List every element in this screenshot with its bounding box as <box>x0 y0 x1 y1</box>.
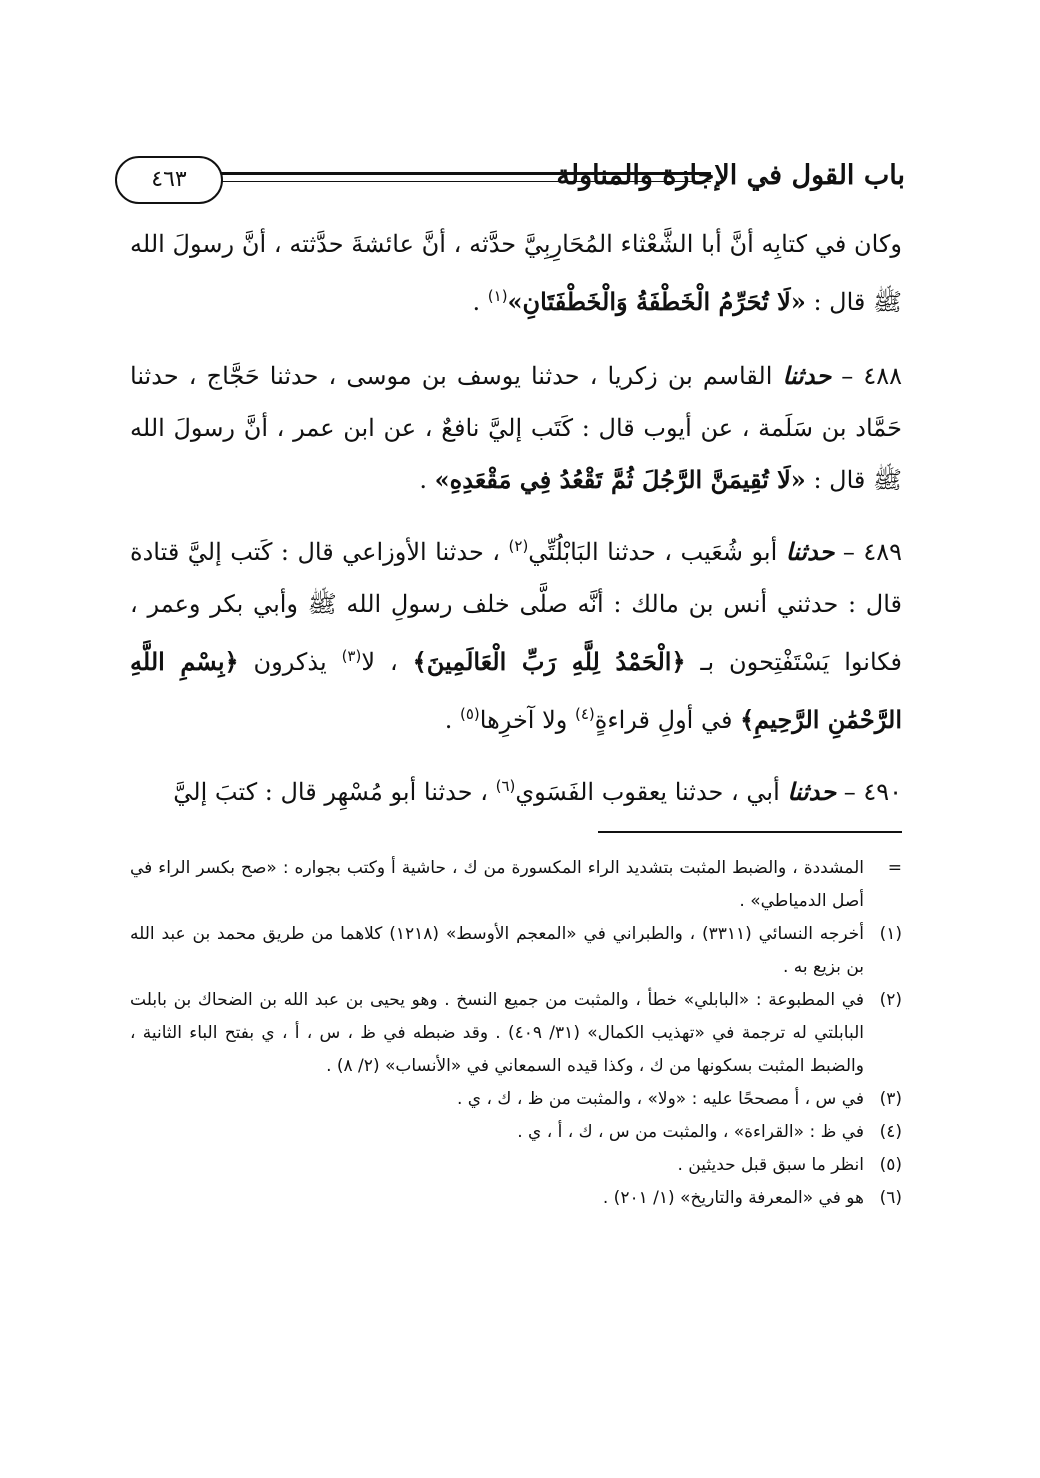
footnote <box>130 1149 902 1182</box>
paragraph-text: . <box>419 466 435 494</box>
header-rule-thin <box>221 181 711 182</box>
paragraph-text: ولا آخرِها <box>479 706 575 734</box>
footnote-ref[interactable]: (١) <box>487 287 508 305</box>
paragraph-text: القاسم بن زكريا ، حدثنا يوسف بن موسى ، حدثنا حَجَّاج ، حدثنا حَمَّاد بن سَلَمة ، عن أيوب قال : كَتَب إليَّ نافعٌ ، عن ابن عمر ، أنَّ رسولَ الله ﷺ قال : <box>130 362 902 494</box>
footnote-text: المشددة ، والضبط المثبت بتشديد الراء المكسورة من ك ، حاشية أ وكتب بجواره : «صح بكسر الراء في أصل الدمياطي» . <box>130 858 864 911</box>
paragraph-text: وكان في كتابِه أنَّ أبا الشَّعْثاء المُحَارِبِيَّ حدَّثه ، أنَّ عائشةَ حدَّثته ، أنَّ رسولَ الله ﷺ قال : <box>130 230 902 316</box>
hadith-number: ٤٨٩ <box>863 538 902 566</box>
footnote-mark: (٥) <box>879 1155 902 1175</box>
footnotes <box>130 852 902 1215</box>
footnote-ref[interactable]: (٤) <box>575 705 595 723</box>
hadith-quote: «لَا تُقِيمَنَّ الرَّجُلَ ثُمَّ تَقْعُدُ فِي مَقْعَدِهِ» <box>434 465 806 494</box>
paragraph-text: . <box>472 288 488 316</box>
footnote-text: أخرجه النسائي (٣٣١١) ، والطبراني في «المعجم الأوسط» (١٢١٨) كلاهما من طريق محمد بن عبد الله بن بزيع به . <box>130 924 864 977</box>
hadith-490: ٤٩٠ – حدثنا أبي ، حدثنا يعقوب الفَسَوي$^{(٦)}$ ، حدثنا أبو مُسْهِر قال : كتبَ إليَّ <box>173 777 902 806</box>
page-header <box>115 150 905 210</box>
running-title: باب القول في الإجازة والمناولة <box>556 160 905 191</box>
haddatha-word: حدثنا <box>787 777 837 806</box>
main-text <box>130 218 902 832</box>
haddatha-word: حدثنا <box>785 537 835 566</box>
footnote-mark: (١) <box>879 924 902 944</box>
footnote <box>130 984 902 1083</box>
footnote-ref[interactable]: (٣) <box>341 647 362 665</box>
footnote <box>130 1083 902 1116</box>
footnote-mark: = <box>887 858 902 878</box>
footnote-separator <box>598 831 902 833</box>
footnote-ref[interactable]: (٦) <box>495 777 516 795</box>
paragraph-text: أبو شُعَيب ، حدثنا البَابْلُتِّي <box>528 538 778 566</box>
footnote-mark: (٦) <box>879 1188 902 1208</box>
quran-verse: ﴿الْحَمْدُ لِلَّهِ رَبِّ الْعَالَمِينَ﴾ <box>412 647 686 676</box>
paragraph-text: ، حدثنا الأوزاعي قال : كَتب إليَّ قتادة قال : حدثني أنس بن مالك : أنَّه صلَّى خلف رسولِ الله ﷺ وأبي بكر وعمر ، فكانوا يَسْتَفْتِحون بـ <box>130 538 902 676</box>
hadith-488: ٤٨٨ – حدثنا القاسم بن زكريا ، حدثنا يوسف بن موسى ، حدثنا حَجَّاج ، حدثنا حَمَّاد بن سَلَمة ، عن أيوب قال : كَتَب إليَّ نافعٌ ، عن ابن عمر ، أنَّ رسولَ الله ﷺ قال : «لَا تُقِيمَنَّ الرَّجُلَ ثُمَّ تَقْعُدُ فِي مَقْعَدِهِ» . <box>130 361 903 494</box>
hadith-number: ٤٩٠ <box>863 778 902 806</box>
paragraph-text: يذكرون <box>238 648 342 676</box>
paragraph-text: أبي ، حدثنا يعقوب الفَسَوي <box>515 778 780 806</box>
paragraph-text: . <box>444 706 460 734</box>
page-number: ٤٦٣ <box>115 156 223 204</box>
footnote <box>130 918 902 984</box>
footnote-text: في المطبوعة : «البابلي» خطأ ، والمثبت من جميع النسخ . وهو يحيى بن عبد الله بن الضحاك بن بابلت البابلتي له ترجمة في «تهذيب الكمال» (٣١/ ٤٠٩) . وقد ضبطه في ظ ، س ، أ ، ي بفتح الباء الثانية ، والضبط المثبت بسكونها من ك ، وكذا قيده السمعاني في «الأنساب» (٢/ ٨) . <box>130 990 864 1076</box>
footnote <box>130 852 902 918</box>
footnote-mark: (٢) <box>879 990 902 1010</box>
footnote-mark: (٣) <box>879 1089 902 1109</box>
paragraph-text: ، لا <box>361 648 413 676</box>
footnote-mark: (٤) <box>879 1122 902 1142</box>
footnote-text: في س ، أ مصححًا عليه : «ولا» ، والمثبت من ظ ، ك ، ي . <box>457 1089 864 1109</box>
footnote <box>130 1182 902 1215</box>
hadith-489: ٤٨٩ – حدثنا أبو شُعَيب ، حدثنا البَابْلُتِّي$^{(٢)}$ ، حدثنا الأوزاعي قال : كَتب إليَّ قتادة قال : حدثني أنس بن مالك : أنَّه صلَّى خلف رسولِ الله ﷺ وأبي بكر وعمر ، فكانوا يَسْتَفْتِحون بـ ﴿الْحَمْدُ لِلَّهِ رَبِّ الْعَالَمِينَ﴾ ، لا$^{(٣)}$ يذكرون ﴿بِسْمِ اللَّهِ الرَّحْمَٰنِ الرَّحِيمِ﴾ في أولِ قراءةٍ$^{(٤)}$ ولا آخرِها$^{(٥)}$ . <box>130 537 902 734</box>
hadith-number: ٤٨٨ <box>863 362 903 390</box>
hadith-quote: «لَا تُحَرِّمُ الْخَطْفَةُ وَالْخَطْفَتَانِ» <box>507 287 806 316</box>
quran-verse: ﴿بِسْمِ اللَّهِ الرَّحْمَٰنِ الرَّحِيمِ﴾ <box>130 647 902 734</box>
paragraph-text: في أولِ قراءةٍ <box>594 706 741 734</box>
haddatha-word: حدثنا <box>782 361 832 390</box>
paragraph-continuation <box>130 218 902 328</box>
footnote-ref[interactable]: (٥) <box>459 705 480 723</box>
header-rule <box>221 172 711 175</box>
footnote-text: انظر ما سبق قبل حديثين . <box>677 1155 864 1175</box>
footnote-text: في ظ : «القراءة» ، والمثبت من س ، ك ، أ ، ي . <box>517 1122 864 1142</box>
footnote <box>130 1116 902 1149</box>
footnote-ref[interactable]: (٢) <box>508 537 529 555</box>
footnote-text: هو في «المعرفة والتاريخ» (١/ ٢٠١) . <box>602 1188 864 1208</box>
paragraph-text: ، حدثنا أبو مُسْهِر قال : كتبَ إليَّ <box>173 778 496 806</box>
